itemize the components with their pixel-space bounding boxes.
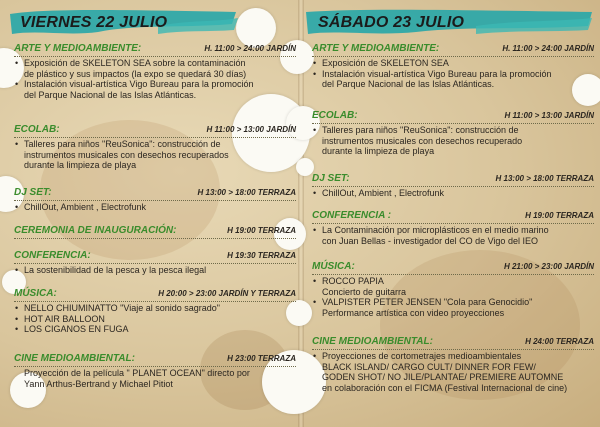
event-line: • Proyecciones de cortometrajes medioambientales <box>312 351 594 362</box>
event-line: del Parque Nacional de las Islas Atlánticas. <box>322 79 495 89</box>
event-list <box>312 276 594 318</box>
event-line: • LOS CIGANOS EN FUGA <box>14 324 296 335</box>
section-time-venue: H 24:00 TERRAZA <box>525 337 594 346</box>
schedule-section <box>312 109 594 157</box>
event-line: con Juan Bellas - investigador del CO de Vigo del IEO <box>322 235 538 246</box>
event-line: Yann Arthus-Bertrand y Michael Pitiot <box>24 378 173 389</box>
event-list <box>14 265 296 276</box>
event-list <box>312 58 594 90</box>
section-header <box>312 209 594 224</box>
section-header <box>312 172 594 187</box>
event-list <box>312 351 594 393</box>
event-line: en colaboración con el FICMA (Festival Internacional de cine) <box>322 382 568 393</box>
event-line: • Exposición de SKELETON SEA <box>312 58 594 69</box>
section-title: CINE MEDIOAMBIENTAL: <box>14 353 135 364</box>
schedule-section <box>14 186 296 213</box>
section-title: ARTE Y MEDIOAMBIENTE: <box>312 43 440 54</box>
section-time-venue: H 13:00 > 18:00 TERRAZA <box>495 174 594 183</box>
event-line: • VALPISTER PETER JENSEN "Cola para Genocidio" <box>312 297 594 308</box>
section-time-venue: H 19:00 TERRAZA <box>227 226 296 235</box>
event-list <box>14 58 296 100</box>
saturday-column <box>312 0 594 393</box>
section-time-venue: H. 11:00 > 24:00 JARDÍN <box>502 44 594 53</box>
section-time-venue: H 21:00 > 23:00 JARDÍN <box>503 262 594 271</box>
section-time-venue: H 11:00 > 13:00 JARDÍN <box>504 111 594 120</box>
day-title: SÁBADO 23 JULIO <box>318 14 465 31</box>
section-time-venue: H 20:00 > 23:00 JARDÍN Y TERRAZA <box>158 289 296 298</box>
section-time-venue: H 23:00 TERRAZA <box>227 354 296 363</box>
section-title: ECOLAB: <box>312 110 358 121</box>
section-title: CEREMONIA DE INAUGURACIÓN: <box>14 225 177 236</box>
day-title: VIERNES 22 JULIO <box>20 14 168 31</box>
event-list <box>14 303 296 335</box>
event-line: instrumentos musicales con desechos recuperado <box>322 135 523 146</box>
event-list <box>312 125 594 157</box>
event-line: durante la limpieza de playa <box>322 146 435 156</box>
event-line: • La sostenibilidad de la pesca y la pesca ilegal <box>14 265 296 276</box>
section-header <box>14 42 296 57</box>
schedule-section <box>312 335 594 393</box>
section-header <box>312 109 594 124</box>
schedule-section <box>14 352 296 389</box>
event-line: de plástico y sus impactos (la expo se quedará 30 días) <box>24 68 247 79</box>
event-line: Proyección de la película " PLANET OCEAN" directo por <box>24 368 250 378</box>
schedule-section <box>312 42 594 90</box>
event-line: Performance artística con video proyecciones <box>322 307 505 318</box>
event-line: • Instalación visual-artística Vigo Bureau para la promoción <box>312 69 594 80</box>
event-line: instrumentos musicales con desechos recuperados <box>24 149 229 160</box>
event-line: • ROCCO PAPIA <box>312 276 594 287</box>
section-header <box>312 335 594 350</box>
event-list <box>14 368 296 389</box>
day-banner <box>14 6 296 40</box>
section-title: MÚSICA: <box>14 288 57 299</box>
event-line: • ChillOut, Ambient , Electrofunk <box>312 188 594 199</box>
event-line: del Parque Nacional de las Islas Atlánticas. <box>24 89 197 100</box>
section-header <box>14 249 296 264</box>
event-line: durante la limpieza de playa <box>24 160 137 170</box>
schedule-section <box>14 249 296 276</box>
section-time-venue: H. 11:00 > 24:00 JARDÍN <box>204 44 296 53</box>
section-title: CONFERENCIA: <box>14 250 91 261</box>
event-list <box>14 139 296 171</box>
section-time-venue: H 19:00 TERRAZA <box>525 211 594 220</box>
event-list <box>312 188 594 199</box>
event-line: • ChillOut, Ambient , Electrofunk <box>14 202 296 213</box>
section-title: ARTE Y MEDIOAMBIENTE: <box>14 43 142 54</box>
section-header <box>14 352 296 367</box>
schedule-section <box>312 172 594 199</box>
event-line: GODEN SHOT/ NO JILE/PLANTAE/ PREMIERE AUTOMNE <box>322 372 564 382</box>
section-header <box>312 42 594 57</box>
schedule-section <box>312 260 594 318</box>
event-line: • Talleres para niños "ReuSonica": construcción de <box>14 139 296 150</box>
section-title: DJ SET: <box>14 187 52 198</box>
section-title: CONFERENCIA : <box>312 210 392 221</box>
event-list <box>14 202 296 213</box>
section-time-venue: H 19:30 TERRAZA <box>227 251 296 260</box>
event-line: • Exposición de SKELETON SEA sobre la contaminación <box>14 58 296 69</box>
section-header <box>14 186 296 201</box>
friday-column <box>14 0 296 389</box>
section-header <box>14 287 296 302</box>
event-line: BLACK ISLAND/ CARGO CULT/ DINNER FOR FEW/ <box>322 361 536 372</box>
schedule-section <box>14 224 296 239</box>
section-title: DJ SET: <box>312 173 350 184</box>
section-header <box>14 224 296 239</box>
section-time-venue: H 11:00 > 13:00 JARDÍN <box>206 125 296 134</box>
event-list <box>312 225 594 246</box>
section-header <box>312 260 594 275</box>
schedule-section <box>14 123 296 171</box>
day-banner <box>312 6 594 40</box>
event-line: • Talleres para niños "ReuSonica": construcción de <box>312 125 594 136</box>
section-header <box>14 123 296 138</box>
schedule-section <box>312 209 594 246</box>
event-line: • Instalación visual-artística Vigo Bureau para la promoción <box>14 79 296 90</box>
event-line: Concierto de guitarra <box>322 286 407 297</box>
section-time-venue: H 13:00 > 18:00 TERRAZA <box>197 188 296 197</box>
section-title: CINE MEDIOAMBIENTAL: <box>312 336 433 347</box>
event-line: • HOT AIR BALLOON <box>14 314 296 325</box>
section-title: MÚSICA: <box>312 261 355 272</box>
event-line: • NELLO CHIUMINATTO "Viaje al sonido sagrado" <box>14 303 296 314</box>
event-line: • La Contaminación por microplásticos en el medio marino <box>312 225 594 236</box>
schedule-section <box>14 287 296 335</box>
schedule-section <box>14 42 296 100</box>
section-title: ECOLAB: <box>14 124 60 135</box>
